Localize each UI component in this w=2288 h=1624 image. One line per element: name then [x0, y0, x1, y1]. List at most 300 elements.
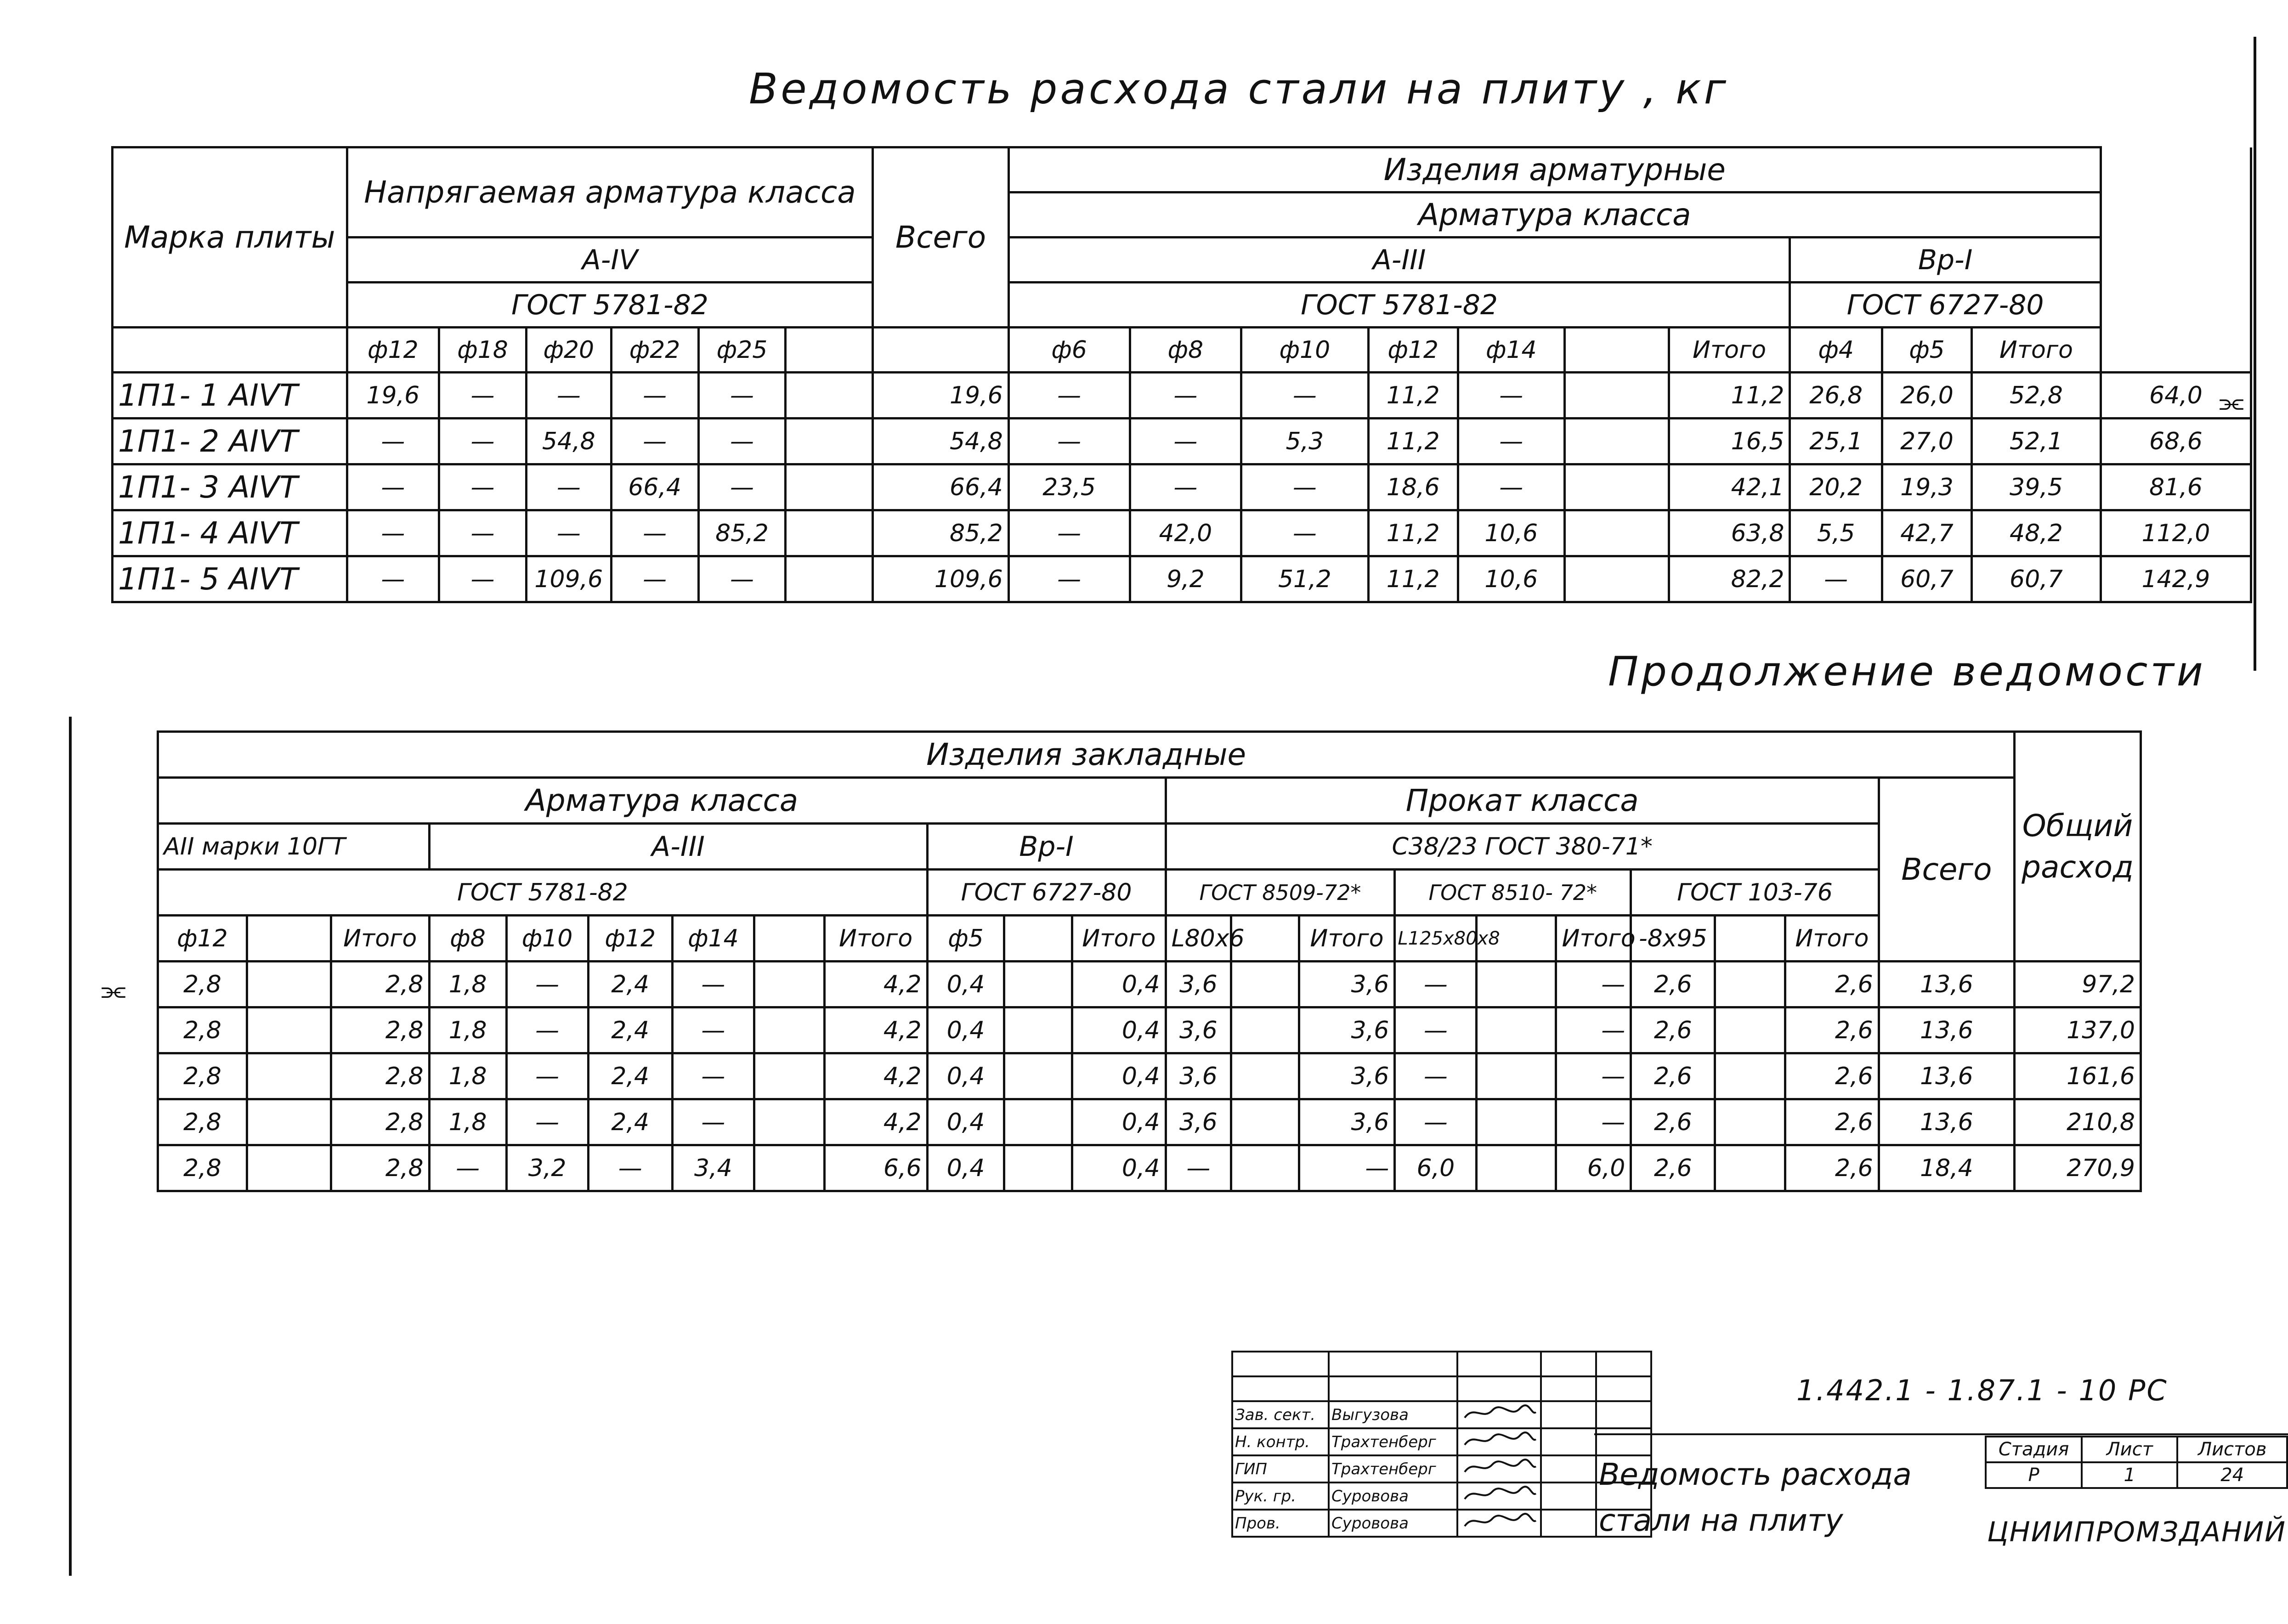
- col-header: Итого: [824, 916, 927, 962]
- empty-cell: [1541, 1483, 1596, 1510]
- col-header: ф12: [158, 916, 247, 962]
- cell-value: 85,2: [698, 510, 786, 556]
- spacer-cell: [111, 824, 158, 870]
- cell-value: [754, 1099, 824, 1145]
- cell-value: 26,0: [1882, 373, 1971, 419]
- header-gost-a3: ГОСТ 5781-82: [1008, 283, 1790, 328]
- sheets-value: 24: [2177, 1462, 2287, 1488]
- cell-total: 13,6: [1879, 1007, 2014, 1053]
- cell-value: 4,2: [824, 1099, 927, 1145]
- cell-value: [1715, 1007, 1785, 1053]
- cell-value: —: [439, 510, 527, 556]
- col-header: [1715, 916, 1785, 962]
- signature-row: [1232, 1455, 1651, 1483]
- cell-value: —: [347, 464, 439, 510]
- spacer-cell: [111, 1007, 158, 1053]
- cell-overall: 210,8: [2015, 1099, 2141, 1145]
- header-class-a3: А-III: [1008, 238, 1790, 283]
- cell-value: 0,4: [1072, 962, 1166, 1007]
- cell-value: 2,6: [1631, 1007, 1715, 1053]
- cell-value: 6,0: [1395, 1145, 1477, 1191]
- signature-mark: [1457, 1401, 1541, 1428]
- cell-value: 16,5: [1669, 419, 1790, 464]
- signature-role: Пров.: [1232, 1510, 1329, 1537]
- col-header: -8х95: [1631, 916, 1715, 962]
- cell-value: 60,7: [1882, 556, 1971, 602]
- cell-value: 6,6: [824, 1145, 927, 1191]
- cell-value: 25,1: [1790, 419, 1882, 464]
- header-gost-a3: ГОСТ 5781-82: [158, 870, 927, 916]
- cell-value: [1477, 962, 1556, 1007]
- cell-value: [1004, 1099, 1072, 1145]
- signature-name: Суровова: [1329, 1510, 1457, 1537]
- empty-cell: [1541, 1428, 1596, 1455]
- signature-mark: [1457, 1483, 1541, 1510]
- col-header: [1004, 916, 1072, 962]
- signature-name: Суровова: [1329, 1483, 1457, 1510]
- cell-value: [1231, 1099, 1299, 1145]
- cell-total: 142,9: [2101, 556, 2251, 602]
- signature-role: Зав. сект.: [1232, 1401, 1329, 1428]
- cell-value: 2,6: [1631, 1053, 1715, 1099]
- cell-value: 2,8: [331, 1007, 429, 1053]
- cell-value: 42,1: [1669, 464, 1790, 510]
- cell-value: —: [1556, 1007, 1631, 1053]
- cell-value: [1564, 419, 1669, 464]
- table-row: [111, 1053, 2141, 1099]
- cell-value: 66,4: [611, 464, 698, 510]
- col-header: Итого: [331, 916, 429, 962]
- cell-value: —: [1556, 1053, 1631, 1099]
- header-class-a2: АII марки 10ГТ: [158, 824, 429, 870]
- cell-value: [754, 1007, 824, 1053]
- cell-value: 2,8: [331, 1099, 429, 1145]
- signature-mark: [1457, 1428, 1541, 1455]
- cell-value: —: [1299, 1145, 1395, 1191]
- document-name-line: Ведомость расхода: [1599, 1457, 1912, 1492]
- cell-value: 6,0: [1556, 1145, 1631, 1191]
- cell-value: [1564, 464, 1669, 510]
- signature-name: Трахтенберг: [1329, 1428, 1457, 1455]
- cell-value: —: [611, 373, 698, 419]
- signature-role: Н. контр.: [1232, 1428, 1329, 1455]
- cell-value: 11,2: [1368, 373, 1458, 419]
- signature-mark: [1457, 1455, 1541, 1483]
- cell-value: 48,2: [1972, 510, 2101, 556]
- cell-value: [786, 419, 873, 464]
- col-header: ф18: [439, 328, 527, 373]
- cell-value: 39,5: [1972, 464, 2101, 510]
- col-header: ф12: [588, 916, 672, 962]
- header-gost-a4: ГОСТ 5781-82: [347, 283, 873, 328]
- col-header: Итого: [1972, 328, 2101, 373]
- spacer-cell: [111, 778, 158, 824]
- cell-value: 1,8: [429, 1053, 506, 1099]
- cell-value: 2,8: [331, 1053, 429, 1099]
- document-name-line: стали на плиту: [1599, 1503, 1843, 1538]
- cell-value: 2,8: [158, 962, 247, 1007]
- cell-value: 11,2: [1368, 419, 1458, 464]
- col-header: ф10: [1241, 328, 1368, 373]
- cell-value: —: [506, 1053, 588, 1099]
- empty-cell: [1541, 1401, 1596, 1428]
- cell-total: 54,8: [873, 419, 1008, 464]
- cell-value: [1004, 1145, 1072, 1191]
- cell-value: 4,2: [824, 962, 927, 1007]
- col-header: Итого: [1556, 916, 1631, 962]
- cell-value: [1564, 373, 1669, 419]
- col-header: ф12: [347, 328, 439, 373]
- cell-total: 13,6: [1879, 1053, 2014, 1099]
- sheets-label: Листов: [2177, 1437, 2287, 1462]
- cell-value: 42,7: [1882, 510, 1971, 556]
- cell-value: —: [1395, 1053, 1477, 1099]
- cell-value: 9,2: [1130, 556, 1241, 602]
- cell-value: —: [698, 419, 786, 464]
- outer-frame-cell: [2101, 147, 2251, 373]
- cell-total: 68,6: [2101, 419, 2251, 464]
- cell-value: —: [1166, 1145, 1231, 1191]
- col-header: L80х6: [1166, 916, 1231, 962]
- header-overall: Общий расход: [2015, 732, 2141, 962]
- cell-value: [247, 1053, 331, 1099]
- cell-value: [1715, 1145, 1785, 1191]
- cell-value: —: [1008, 556, 1130, 602]
- cell-value: 2,8: [331, 962, 429, 1007]
- cell-value: —: [1130, 464, 1241, 510]
- cell-value: —: [1008, 419, 1130, 464]
- stamp-divider: [1594, 1433, 2288, 1435]
- cell-value: [1231, 1053, 1299, 1099]
- header-mark: Марка плиты: [113, 147, 347, 328]
- table-row: [111, 1145, 2141, 1191]
- cell-value: —: [1008, 373, 1130, 419]
- cell-value: 27,0: [1882, 419, 1971, 464]
- cell-value: 11,2: [1368, 556, 1458, 602]
- signature-mark: [1457, 1510, 1541, 1537]
- cell-value: 5,5: [1790, 510, 1882, 556]
- cell-value: —: [698, 556, 786, 602]
- header-class-c38: С38/23 ГОСТ 380-71*: [1166, 824, 1879, 870]
- cell-total: 64,0: [2101, 373, 2251, 419]
- cell-value: 63,8: [1669, 510, 1790, 556]
- spacer-cell: [111, 870, 158, 916]
- table-row: [113, 373, 2251, 419]
- col-header: ф4: [1790, 328, 1882, 373]
- cell-value: —: [672, 1053, 754, 1099]
- header-prestress: Напрягаемая арматура класса: [347, 147, 873, 238]
- col-header: ф20: [527, 328, 612, 373]
- header-class-a3: А-III: [429, 824, 927, 870]
- header-gost-103: ГОСТ 103-76: [1631, 870, 1879, 916]
- header-embedded: Изделия закладные: [158, 732, 2015, 778]
- cell-total: 13,6: [1879, 1099, 2014, 1145]
- signature-name: Выгузова: [1329, 1401, 1457, 1428]
- cell-value: —: [1130, 419, 1241, 464]
- cell-value: 5,3: [1241, 419, 1368, 464]
- cell-value: 23,5: [1008, 464, 1130, 510]
- cell-value: [1477, 1099, 1556, 1145]
- signature-name: Трахтенберг: [1329, 1455, 1457, 1483]
- cell-value: [1715, 962, 1785, 1007]
- cell-value: 19,6: [347, 373, 439, 419]
- cell-value: 19,3: [1882, 464, 1971, 510]
- header-rolled-class: Прокат класса: [1166, 778, 1879, 824]
- cell-value: 2,6: [1785, 962, 1879, 1007]
- cell-value: 3,4: [672, 1145, 754, 1191]
- table-row: [113, 556, 2251, 602]
- col-header: [786, 328, 873, 373]
- col-header: ф6: [1008, 328, 1130, 373]
- row-mark: 1П1- 2 АIVТ: [113, 419, 347, 464]
- cell-value: 0,4: [927, 1053, 1004, 1099]
- signature-grid: [1231, 1351, 1652, 1538]
- cell-value: 2,8: [331, 1145, 429, 1191]
- cell-value: 2,8: [158, 1145, 247, 1191]
- header-gost-8510: ГОСТ 8510- 72*: [1395, 870, 1631, 916]
- cell-value: 2,8: [158, 1007, 247, 1053]
- header-gost-vr1: ГОСТ 6727-80: [1790, 283, 2101, 328]
- cell-value: 3,6: [1299, 1099, 1395, 1145]
- col-header: Итого: [1299, 916, 1395, 962]
- header-rebar-class: Арматура класса: [1008, 192, 2101, 238]
- cell-value: 3,6: [1166, 962, 1231, 1007]
- table-row: [113, 419, 2251, 464]
- fold-mark: ⫘: [101, 974, 126, 1006]
- col-header: ф10: [506, 916, 588, 962]
- col-header: L125х80х8: [1395, 916, 1477, 962]
- cell-value: 26,8: [1790, 373, 1882, 419]
- cell-value: [247, 1007, 331, 1053]
- cell-value: 0,4: [1072, 1053, 1166, 1099]
- cell-value: —: [429, 1145, 506, 1191]
- cell-value: —: [611, 556, 698, 602]
- cell-value: 2,8: [158, 1099, 247, 1145]
- cell-value: 42,0: [1130, 510, 1241, 556]
- cell-value: —: [439, 556, 527, 602]
- cell-value: 20,2: [1790, 464, 1882, 510]
- cell-value: —: [347, 510, 439, 556]
- cell-value: 18,6: [1368, 464, 1458, 510]
- fold-mark: ⫘: [2219, 386, 2244, 418]
- sheet-label: Лист: [2082, 1437, 2177, 1462]
- table-row: [111, 1007, 2141, 1053]
- cell-total: 81,6: [2101, 464, 2251, 510]
- cell-value: —: [1130, 373, 1241, 419]
- col-header: Итого: [1785, 916, 1879, 962]
- steel-table-continuation: [111, 730, 2142, 1192]
- header-rebar-class: Арматура класса: [158, 778, 1166, 824]
- header-total: Всего: [1879, 778, 2014, 962]
- cell-value: 2,6: [1785, 1053, 1879, 1099]
- stage-label: Стадия: [1986, 1437, 2082, 1462]
- cell-value: 2,6: [1631, 1099, 1715, 1145]
- cell-total: 66,4: [873, 464, 1008, 510]
- header-class-a4: А-IV: [347, 238, 873, 283]
- cell-value: 2,6: [1631, 1145, 1715, 1191]
- cell-value: —: [506, 1099, 588, 1145]
- cell-value: 4,2: [824, 1007, 927, 1053]
- continuation-title: Продолжение ведомости: [1608, 648, 2206, 695]
- frame-right-line: [2254, 37, 2256, 671]
- document-name: [1599, 1452, 1912, 1544]
- cell-value: —: [611, 419, 698, 464]
- col-header: [1564, 328, 1669, 373]
- col-header: ф8: [1130, 328, 1241, 373]
- header-class-vr1: Вр-I: [927, 824, 1166, 870]
- cell-overall: 137,0: [2015, 1007, 2141, 1053]
- cell-value: —: [611, 510, 698, 556]
- header-gost-8509: ГОСТ 8509-72*: [1166, 870, 1395, 916]
- cell-value: [247, 1099, 331, 1145]
- cell-value: 2,4: [588, 1053, 672, 1099]
- total-subheader-cell: [873, 328, 1008, 373]
- cell-value: —: [1790, 556, 1882, 602]
- col-header: Итого: [1072, 916, 1166, 962]
- cell-value: —: [527, 464, 612, 510]
- cell-value: 60,7: [1972, 556, 2101, 602]
- cell-value: 3,2: [506, 1145, 588, 1191]
- cell-total: 85,2: [873, 510, 1008, 556]
- col-header: Итого: [1669, 328, 1790, 373]
- cell-value: —: [527, 373, 612, 419]
- cell-value: 2,4: [588, 962, 672, 1007]
- cell-value: 1,8: [429, 1007, 506, 1053]
- cell-value: 10,6: [1458, 556, 1564, 602]
- cell-value: 2,4: [588, 1007, 672, 1053]
- cell-value: 2,4: [588, 1099, 672, 1145]
- cell-value: [786, 510, 873, 556]
- page-title: Ведомость расхода стали на плиту , кг: [749, 64, 1729, 113]
- cell-value: —: [347, 556, 439, 602]
- cell-value: 4,2: [824, 1053, 927, 1099]
- cell-value: —: [1241, 373, 1368, 419]
- col-header: [247, 916, 331, 962]
- cell-value: —: [506, 962, 588, 1007]
- header-total-prestress: Всего: [873, 147, 1008, 328]
- cell-value: [1004, 1007, 1072, 1053]
- cell-value: 0,4: [927, 962, 1004, 1007]
- cell-value: 10,6: [1458, 510, 1564, 556]
- cell-value: —: [1395, 962, 1477, 1007]
- stage-sheet-table: [1985, 1436, 2288, 1489]
- cell-value: [1564, 510, 1669, 556]
- cell-value: —: [527, 510, 612, 556]
- cell-value: 1,8: [429, 962, 506, 1007]
- cell-value: 52,1: [1972, 419, 2101, 464]
- cell-value: 0,4: [927, 1007, 1004, 1053]
- col-header: ф14: [672, 916, 754, 962]
- cell-value: [786, 556, 873, 602]
- cell-value: 3,6: [1299, 1053, 1395, 1099]
- cell-value: —: [1241, 464, 1368, 510]
- stage-value: Р: [1986, 1462, 2082, 1488]
- cell-value: —: [1556, 962, 1631, 1007]
- cell-overall: 97,2: [2015, 962, 2141, 1007]
- cell-value: —: [1395, 1099, 1477, 1145]
- cell-value: 52,8: [1972, 373, 2101, 419]
- col-header: ф12: [1368, 328, 1458, 373]
- cell-value: 109,6: [527, 556, 612, 602]
- signature-row: [1232, 1510, 1651, 1537]
- signature-role: Рук. гр.: [1232, 1483, 1329, 1510]
- cell-value: [1231, 962, 1299, 1007]
- signature-row: [1232, 1483, 1651, 1510]
- cell-value: [1004, 962, 1072, 1007]
- cell-value: [786, 373, 873, 419]
- row-mark: 1П1- 1 АIVТ: [113, 373, 347, 419]
- table-row: [111, 1099, 2141, 1145]
- cell-value: 2,6: [1785, 1099, 1879, 1145]
- empty-cell: [1541, 1455, 1596, 1483]
- cell-value: 82,2: [1669, 556, 1790, 602]
- cell-value: [1715, 1099, 1785, 1145]
- cell-value: [754, 962, 824, 1007]
- header-class-vr1: Вр-I: [1790, 238, 2101, 283]
- col-header: ф22: [611, 328, 698, 373]
- table-row: [113, 464, 2251, 510]
- spacer-cell: [111, 1099, 158, 1145]
- cell-value: —: [1395, 1007, 1477, 1053]
- cell-overall: 270,9: [2015, 1145, 2141, 1191]
- cell-value: —: [439, 373, 527, 419]
- cell-value: 0,4: [1072, 1145, 1166, 1191]
- cell-value: 11,2: [1368, 510, 1458, 556]
- cell-value: —: [1008, 510, 1130, 556]
- col-header: [754, 916, 824, 962]
- frame-left-line: [69, 717, 72, 1576]
- cell-value: 3,6: [1166, 1099, 1231, 1145]
- table-row: [113, 510, 2251, 556]
- cell-value: 0,4: [1072, 1099, 1166, 1145]
- cell-value: [1715, 1053, 1785, 1099]
- cell-total: 109,6: [873, 556, 1008, 602]
- steel-table-main: [111, 146, 2252, 603]
- cell-value: —: [698, 373, 786, 419]
- cell-value: 54,8: [527, 419, 612, 464]
- cell-value: 3,6: [1299, 962, 1395, 1007]
- cell-value: 0,4: [1072, 1007, 1166, 1053]
- row-mark: 1П1- 3 АIVТ: [113, 464, 347, 510]
- header-products: Изделия арматурные: [1008, 147, 2101, 192]
- cell-value: —: [439, 464, 527, 510]
- empty-cell: [1541, 1510, 1596, 1537]
- empty-cell: [1596, 1401, 1651, 1428]
- spacer-cell: [111, 962, 158, 1007]
- cell-value: 11,2: [1669, 373, 1790, 419]
- document-code: 1.442.1 - 1.87.1 - 10 РС: [1796, 1374, 2168, 1407]
- cell-value: [1477, 1053, 1556, 1099]
- cell-value: [1477, 1145, 1556, 1191]
- cell-value: —: [672, 962, 754, 1007]
- cell-value: 0,4: [927, 1099, 1004, 1145]
- signature-row: [1232, 1401, 1651, 1428]
- col-header: ф5: [1882, 328, 1971, 373]
- cell-total: 13,6: [1879, 962, 2014, 1007]
- col-header: ф25: [698, 328, 786, 373]
- cell-value: —: [1458, 373, 1564, 419]
- cell-value: [1231, 1007, 1299, 1053]
- cell-value: 2,6: [1785, 1145, 1879, 1191]
- cell-value: [1477, 1007, 1556, 1053]
- header-gost-vr1: ГОСТ 6727-80: [927, 870, 1166, 916]
- spacer-cell: [111, 1053, 158, 1099]
- cell-value: —: [1556, 1099, 1631, 1145]
- cell-value: [247, 1145, 331, 1191]
- cell-value: —: [506, 1007, 588, 1053]
- cell-overall: 161,6: [2015, 1053, 2141, 1099]
- cell-value: 1,8: [429, 1099, 506, 1145]
